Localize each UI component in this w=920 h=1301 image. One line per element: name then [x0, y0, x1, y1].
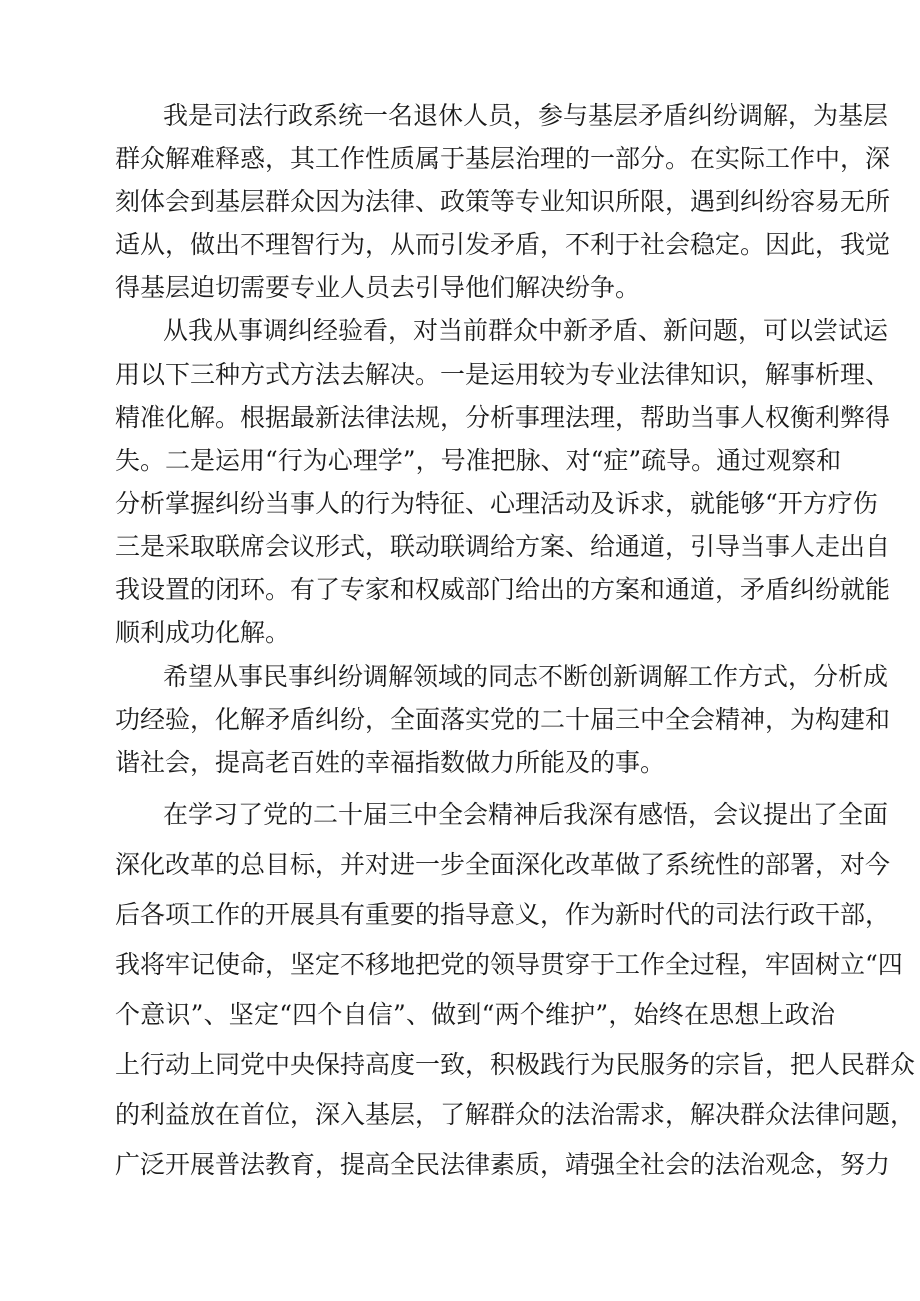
- paragraph-line: 用以下三种方式方法去解决。一是运用较为专业法律知识，解事析理、: [115, 360, 891, 389]
- paragraph-line: 功经验，化解矛盾纠纷，全面落实党的二十届三中全会精神，为构建和: [115, 705, 891, 734]
- paragraph-line: 适从，做出不理智行为，从而引发矛盾，不利于社会稳定。因此，我觉: [115, 230, 891, 259]
- paragraph-line: 失。二是运用“行为心理学”，号准把脉、对“症”疏导。通过观察和: [115, 446, 842, 475]
- paragraph-line: 顺利成功化解。: [115, 618, 291, 647]
- paragraph-line: 群众解难释惑，其工作性质属于基层治理的一部分。在实际工作中，深: [115, 144, 891, 173]
- paragraph-line: 广泛开展普法教育，提高全民法律素质，靖强全社会的法治观念，努力: [115, 1150, 891, 1179]
- paragraph-line: 从我从事调纠经验看，对当前群众中新矛盾、新问题，可以尝试运: [163, 316, 889, 345]
- paragraph-line: 谐社会，提高老百姓的幸福指数做力所能及的事。: [115, 748, 666, 777]
- paragraph-line: 精准化解。根据最新法律法规，分析事理法理，帮助当事人权衡利弊得: [115, 403, 891, 432]
- paragraph-line: 刻体会到基层群众因为法律、政策等专业知识所限，遇到纠纷容易无所: [115, 187, 891, 216]
- paragraph-line: 后各项工作的开展具有重要的指导意义，作为新时代的司法行政干部，: [115, 900, 891, 929]
- paragraph-line: 深化改革的总目标，并对进一步全面深化改革做了系统性的部署，对今: [115, 850, 891, 879]
- paragraph-line: 三是采取联席会议形式，联动联调给方案、给通道，引导当事人走出自: [115, 532, 891, 561]
- paragraph-line: 我设置的闭环。有了专家和权威部门给出的方案和通道，矛盾纠纷就能: [115, 575, 891, 604]
- paragraph-line: 希望从事民事纠纷调解领域的同志不断创新调解工作方式，分析成: [163, 662, 889, 691]
- paragraph-line: 的利益放在首位，深入基层，了解群众的法治需求，解决群众法律问题，: [115, 1100, 916, 1129]
- paragraph-line: 分析掌握纠纷当事人的行为特征、心理活动及诉求，就能够“开方疗伤: [115, 489, 878, 518]
- paragraph-line: 在学习了党的二十届三中全会精神后我深有感悟，会议提出了全面: [163, 800, 889, 829]
- paragraph-line: 上行动上同党中央保持高度一致，积极践行为民服务的宗旨，把人民群众: [115, 1050, 916, 1079]
- paragraph-line: 我是司法行政系统一名退休人员，参与基层矛盾纠纷调解，为基层: [163, 101, 889, 130]
- paragraph-line: 我将牢记使命，坚定不移地把党的领导贯穿于工作全过程，牢固树立“四: [115, 950, 903, 979]
- paragraph-line: 个意识”、坚定“四个自信”、做到“两个维护”，始终在思想上政治: [115, 1000, 835, 1029]
- paragraph-line: 得基层迫切需要专业人员去引导他们解决纷争。: [115, 273, 641, 302]
